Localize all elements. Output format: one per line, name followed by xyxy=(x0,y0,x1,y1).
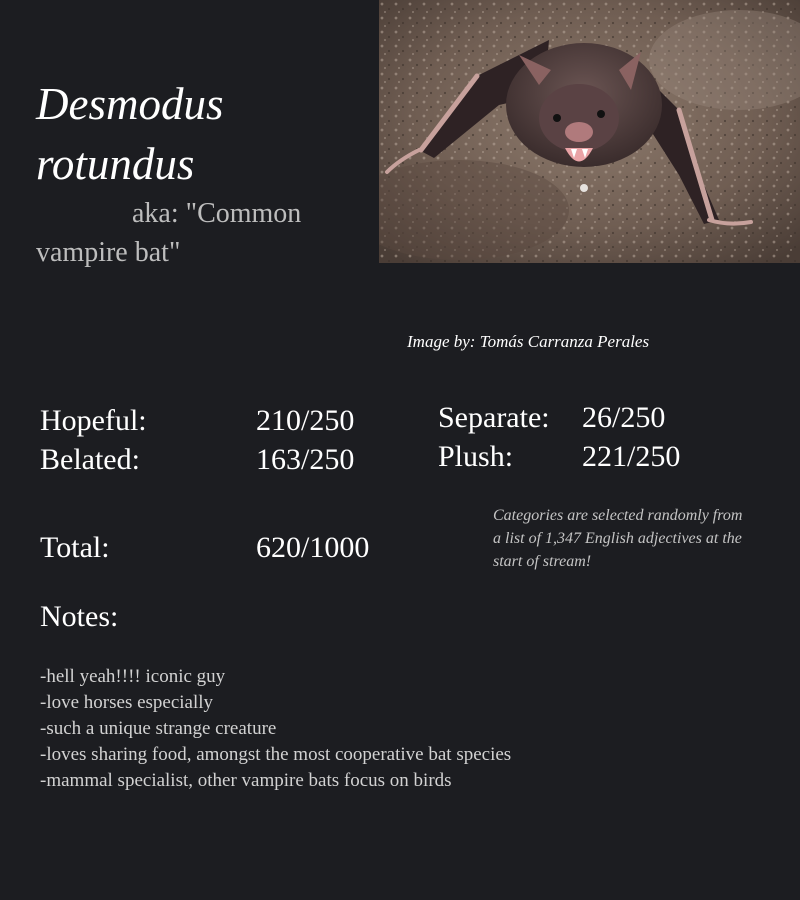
notes-list xyxy=(40,664,520,794)
stat-belated-label: Belated: xyxy=(40,443,140,476)
image-credit: Image by: Tomás Carranza Perales xyxy=(407,332,650,351)
note-item: -mammal specialist, other vampire bats focus on birds xyxy=(40,770,452,791)
note-item: -such a unique strange creature xyxy=(40,718,277,739)
categories-note: Categories are selected randomly from a list of 1,347 English adjectives at the start of stream! xyxy=(493,507,743,570)
note-item: -loves sharing food, amongst the most cooperative bat species xyxy=(40,744,512,765)
bat-photo xyxy=(379,0,800,263)
note-item: -hell yeah!!!! iconic guy xyxy=(40,666,226,687)
stat-plush-label: Plush: xyxy=(438,440,514,473)
stat-total-label: Total: xyxy=(40,531,110,564)
note-item: -love horses especially xyxy=(40,692,214,713)
stat-plush-value: 221/250 xyxy=(582,440,681,473)
scientific-name: Desmodus rotundus xyxy=(36,79,224,189)
vampire-bat-photo-icon xyxy=(379,0,800,263)
stat-hopeful-label: Hopeful: xyxy=(40,404,147,437)
stat-total-value: 620/1000 xyxy=(256,531,370,564)
notes-heading: Notes: xyxy=(40,600,119,633)
stat-separate-label: Separate: xyxy=(438,401,550,434)
stat-separate-value: 26/250 xyxy=(582,401,666,434)
stat-hopeful-value: 210/250 xyxy=(256,404,355,437)
stat-belated-value: 163/250 xyxy=(256,443,355,476)
common-name: aka: "Common vampire bat" xyxy=(36,198,302,268)
